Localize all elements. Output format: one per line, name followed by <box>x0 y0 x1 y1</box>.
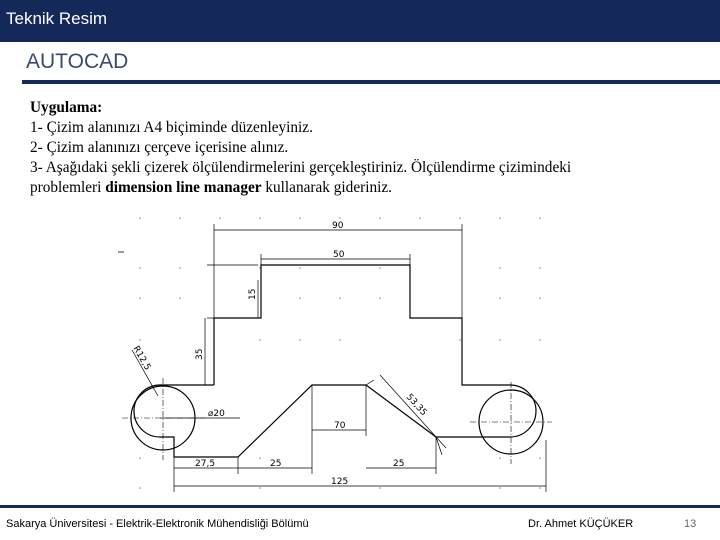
instructions-heading: Uygulama: <box>30 99 103 116</box>
dim-25: 25 <box>270 459 282 469</box>
dim-125: 125 <box>331 477 349 487</box>
grid-dots <box>118 217 541 489</box>
instruction-4-bold: dimension line manager <box>105 179 262 196</box>
dim-90: 90 <box>332 221 344 231</box>
header-bar <box>0 0 720 42</box>
dim-d20: ⌀20 <box>208 409 225 419</box>
instruction-1: 1- Çizim alanınızı A4 biçiminde düzenleyiniz. <box>30 119 313 136</box>
dim-70: 70 <box>334 421 346 431</box>
dim-27-5: 27,5 <box>195 459 216 469</box>
instructions <box>30 98 710 198</box>
dim-50: 50 <box>333 250 345 260</box>
dim-15: 15 <box>248 288 258 300</box>
dim-r12-5: R12,5 <box>130 344 153 373</box>
page-number: 13 <box>684 518 697 530</box>
instruction-4 <box>30 178 710 198</box>
title-divider <box>22 80 720 84</box>
dim-53-35: 53,35 <box>403 392 429 419</box>
footer-divider <box>0 505 720 508</box>
instruction-4-pre: problemleri <box>30 179 106 196</box>
instruction-3: 3- Aşağıdaki şekli çizerek ölçülendirmelerini gerçekleştiriniz. Ölçülendirme çizimindeki <box>30 159 572 176</box>
footer-institution: Sakarya Üniversitesi - Elektrik-Elektronik Mühendisliği Bölümü <box>6 518 309 530</box>
course-title: Teknik Resim <box>6 9 108 28</box>
instruction-2: 2- Çizim alanınızı çerçeve içerisine alınız. <box>30 139 289 156</box>
dim-35: 35 <box>195 348 205 360</box>
footer-author: Dr. Ahmet KÜÇÜKER <box>528 518 634 530</box>
instruction-4-post: kullanarak gideriniz. <box>261 179 392 196</box>
slide-title: AUTOCAD <box>26 50 129 73</box>
technical-drawing <box>100 212 570 502</box>
dim-25b: 25 <box>393 459 405 469</box>
